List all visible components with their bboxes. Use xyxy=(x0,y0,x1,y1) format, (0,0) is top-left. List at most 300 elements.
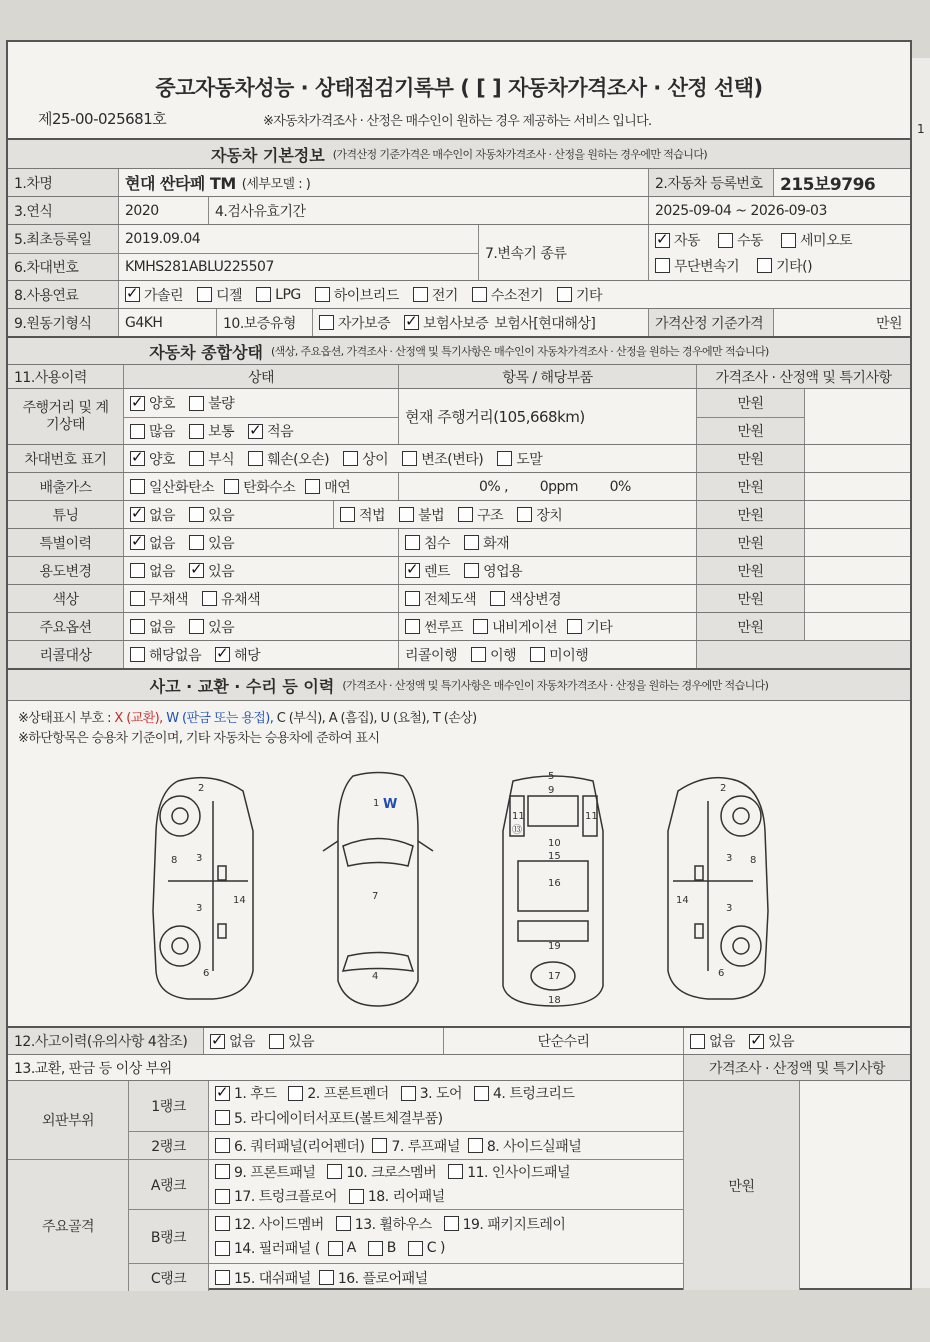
inspect-label: 4.검사유효기간 xyxy=(208,197,648,224)
option-state xyxy=(123,613,398,640)
option-navi-label: 내비게이션 xyxy=(492,619,558,636)
row-use-change xyxy=(8,556,910,584)
radiator-support-label: 5. 라디에이터서포트(볼트체결부품) xyxy=(234,1110,443,1127)
plate-good-label: 양호 xyxy=(149,451,176,468)
document-title: 중고자동차성능 · 상태점검기록부 ( [ ] 자동차가격조사 · 산정 선택) xyxy=(155,76,763,100)
svg-text:14: 14 xyxy=(676,895,689,906)
hood-checkbox[interactable] xyxy=(215,1086,230,1101)
fuel-gasoline-checkbox[interactable] xyxy=(125,287,140,302)
mileage-many-checkbox[interactable] xyxy=(130,424,145,439)
option-none-checkbox[interactable] xyxy=(130,619,145,634)
gas-smoke-label: 매연 xyxy=(324,479,351,496)
tuning-exists-label: 있음 xyxy=(208,507,235,524)
tuning-device-checkbox[interactable] xyxy=(517,507,532,522)
row-gas xyxy=(8,472,910,500)
mileage-label: 주행거리 및 계기상태 xyxy=(8,389,123,444)
svg-text:11: 11 xyxy=(585,811,598,822)
svg-text:3: 3 xyxy=(726,853,733,864)
mileage-unit-2: 만원 xyxy=(696,417,804,444)
color-unit: 만원 xyxy=(696,585,804,612)
simple-repair-options xyxy=(683,1028,910,1054)
trunk-lid-checkbox[interactable] xyxy=(474,1086,489,1101)
mileage-state-2 xyxy=(123,417,398,444)
recall-none-label: 해당없음 xyxy=(149,647,202,664)
fuel-other-checkbox[interactable] xyxy=(557,287,572,302)
tuning-note xyxy=(804,501,910,528)
color-note xyxy=(804,585,910,612)
option-other-label: 기타 xyxy=(586,619,613,636)
row-color xyxy=(8,584,910,612)
status-legend xyxy=(18,707,477,726)
package-tray-label: 19. 패키지트레이 xyxy=(462,1216,566,1233)
exchange-price-label: 가격조사 · 산정액 및 특기사항 xyxy=(683,1055,910,1080)
use-business-label: 영업용 xyxy=(483,563,523,580)
rank2-label: 2랭크 xyxy=(128,1131,208,1159)
recall-applicable-checkbox[interactable] xyxy=(215,647,230,662)
option-items xyxy=(398,613,696,640)
first-reg-value: 2019.09.04 xyxy=(118,225,478,253)
color-repaint-label: 전체도색 xyxy=(424,591,477,608)
warranty-self-checkbox[interactable] xyxy=(319,315,334,330)
accident-none-checkbox[interactable] xyxy=(210,1034,225,1049)
roof-panel-checkbox[interactable] xyxy=(372,1138,387,1153)
gas-unit: 만원 xyxy=(696,473,804,500)
next-page-edge: 1 xyxy=(910,58,930,1288)
svg-text:16: 16 xyxy=(548,878,561,889)
recall-applicable-label: 해당 xyxy=(234,647,261,664)
pillar-a-checkbox[interactable] xyxy=(328,1241,343,1256)
rear-panel-label: 18. 리어패널 xyxy=(367,1189,445,1205)
tuning-state xyxy=(123,501,333,528)
color-achromatic-checkbox[interactable] xyxy=(130,591,145,606)
pillar-a-label: A xyxy=(346,1240,356,1256)
plate-corrosion-label: 부식 xyxy=(208,451,235,468)
inspection-record-sheet xyxy=(6,40,912,1290)
tuning-none-checkbox[interactable] xyxy=(130,507,145,522)
overall-heading-note: (색상, 주요옵션, 가격조사 · 산정액 및 특기사항은 매수인이 자동차가격조사 · 산정을 원하는 경우에만 적습니다) xyxy=(270,345,769,358)
trans-semi-label: 세미오토 xyxy=(800,233,853,249)
tuning-device-label: 장치 xyxy=(536,507,563,524)
pillar-panel-label: 14. 필러패널 ( xyxy=(234,1241,320,1257)
repair-none-checkbox[interactable] xyxy=(690,1034,705,1049)
plate-paint-label: 도말 xyxy=(516,451,543,468)
exchange-table xyxy=(8,1080,683,1290)
svg-text:15: 15 xyxy=(548,851,561,862)
gas-co-checkbox[interactable] xyxy=(130,479,145,494)
mileage-bad-checkbox[interactable] xyxy=(189,396,204,411)
year-value: 2020 xyxy=(118,197,208,224)
price-basis-label: 가격산정 기준가격 xyxy=(648,309,773,336)
warranty-label: 10.보증유형 xyxy=(216,309,312,336)
mileage-value: 현재 주행거리(105,668km) xyxy=(398,389,696,444)
car-right-side-view xyxy=(668,778,768,999)
col-price: 가격조사 · 산정액 및 특기사항 xyxy=(696,365,910,388)
exchange-price-note xyxy=(799,1081,910,1290)
plate-alter-checkbox[interactable] xyxy=(402,451,417,466)
special-fire-label: 화재 xyxy=(483,535,510,552)
row-first-reg-vin xyxy=(8,224,910,280)
gas-note xyxy=(804,473,910,500)
outer-label: 외판부위 xyxy=(8,1081,128,1159)
accident-exists-label: 있음 xyxy=(288,1034,315,1050)
fuel-hydrogen-checkbox[interactable] xyxy=(472,287,487,302)
recall-do-cell xyxy=(398,641,696,668)
accident-diagram-area xyxy=(8,700,910,1026)
side-member-checkbox[interactable] xyxy=(215,1216,230,1231)
svg-text:17: 17 xyxy=(548,971,561,982)
cross-member-label: 10. 크로스멤버 xyxy=(346,1164,437,1181)
document-number: 제25-00-025681호 xyxy=(38,110,167,128)
plate-label: 차대번호 표기 xyxy=(8,445,123,472)
tuning-none-label: 없음 xyxy=(149,507,176,524)
hood-label: 1. 후드 xyxy=(234,1086,277,1102)
trans-auto-checkbox[interactable] xyxy=(655,233,670,248)
warranty-company: 보험사[현대해상] xyxy=(494,315,596,332)
legend-prefix: ※상태표시 부호 : xyxy=(18,711,115,726)
front-panel-label: 9. 프론트패널 xyxy=(234,1164,316,1181)
special-flood-checkbox[interactable] xyxy=(405,535,420,550)
row-car-name xyxy=(8,168,910,196)
use-rent-label: 렌트 xyxy=(424,563,451,580)
car-top-view xyxy=(323,773,433,1007)
wheel-house-checkbox[interactable] xyxy=(336,1216,351,1231)
trunk-floor-label: 17. 트렁크플로어 xyxy=(234,1189,337,1205)
recall-done-checkbox[interactable] xyxy=(471,647,486,662)
row-special xyxy=(8,528,910,556)
tuning-exists-checkbox[interactable] xyxy=(189,507,204,522)
side-sill-checkbox[interactable] xyxy=(468,1138,483,1153)
recall-label: 리콜대상 xyxy=(8,641,123,668)
inside-panel-label: 11. 인사이드패널 xyxy=(467,1164,571,1181)
use-business-checkbox[interactable] xyxy=(464,563,479,578)
reg-no-label: 2.자동차 등록번호 xyxy=(648,169,773,196)
basic-heading-note: (가격산정 기준가격은 매수인이 자동차가격조사 · 산정을 원하는 경우에만 적습니다) xyxy=(332,148,708,161)
tuning-illegal-label: 불법 xyxy=(418,507,445,524)
floor-panel-checkbox[interactable] xyxy=(319,1270,334,1285)
col-item: 항목 / 해당부품 xyxy=(398,365,696,388)
plate-good-checkbox[interactable] xyxy=(130,451,145,466)
rankC-items xyxy=(208,1263,683,1291)
svg-text:6: 6 xyxy=(203,968,210,979)
plate-diff-label: 상이 xyxy=(362,451,389,468)
gas-co-label: 일산화탄소 xyxy=(149,479,215,496)
trans-semi-checkbox[interactable] xyxy=(781,233,796,248)
special-items xyxy=(398,529,696,556)
service-note: ※자동차가격조사 · 산정은 매수인이 원하는 경우 제공하는 서비스 입니다. xyxy=(263,114,652,129)
use-label: 용도변경 xyxy=(8,557,123,584)
accident-heading-note: (가격조사 · 산정액 및 특기사항은 매수인이 자동차가격조사 · 산정을 원하는 경우에만 적습니다) xyxy=(342,679,769,692)
accident-options xyxy=(203,1028,443,1054)
inspect-period: 2025-09-04 ~ 2026-09-03 xyxy=(648,197,910,224)
rankB-items xyxy=(208,1209,683,1263)
row-mileage xyxy=(8,388,910,444)
row-fuel xyxy=(8,280,910,308)
color-items xyxy=(398,585,696,612)
fuel-diesel-label: 디젤 xyxy=(216,287,243,304)
front-panel-checkbox[interactable] xyxy=(215,1164,230,1179)
mileage-normal-label: 보통 xyxy=(208,424,235,440)
fuel-options xyxy=(118,281,910,308)
special-fire-checkbox[interactable] xyxy=(464,535,479,550)
trans-other-checkbox[interactable] xyxy=(757,258,772,273)
mileage-few-checkbox[interactable] xyxy=(248,424,263,439)
row-exchange-header xyxy=(8,1054,910,1080)
car-diagram xyxy=(8,771,910,1021)
trunk-floor-checkbox[interactable] xyxy=(215,1189,230,1204)
fuel-electric-label: 전기 xyxy=(431,287,458,304)
pillar-panel-checkbox[interactable] xyxy=(215,1241,230,1256)
trans-cvt-checkbox[interactable] xyxy=(655,258,670,273)
legend-rest: C (부식), A (흠집), U (요철), T (손상) xyxy=(276,711,477,726)
car-left-side-view xyxy=(153,778,253,999)
trans-other-label: 기타() xyxy=(776,258,813,275)
use-none-checkbox[interactable] xyxy=(130,563,145,578)
radiator-support-checkbox[interactable] xyxy=(215,1110,230,1125)
option-note xyxy=(804,613,910,640)
option-exists-label: 있음 xyxy=(208,619,235,636)
car-frame-view xyxy=(503,771,603,1006)
option-label: 주요옵션 xyxy=(8,613,123,640)
gas-values: 0% , 0ppm 0% xyxy=(398,473,696,500)
side-member-label: 12. 사이드멤버 xyxy=(234,1216,324,1233)
front-fender-label: 2. 프론트펜더 xyxy=(307,1086,389,1102)
use-state xyxy=(123,557,398,584)
rankA-items xyxy=(208,1159,683,1209)
rank1-label: 1랭크 xyxy=(128,1081,208,1131)
svg-text:6: 6 xyxy=(718,968,725,979)
option-exists-checkbox[interactable] xyxy=(189,619,204,634)
mileage-state-1 xyxy=(123,389,398,417)
option-sunroof-label: 썬루프 xyxy=(424,619,464,636)
side-sill-label: 8. 사이드실패널 xyxy=(486,1138,582,1155)
svg-text:10: 10 xyxy=(548,838,561,849)
package-tray-checkbox[interactable] xyxy=(444,1216,459,1231)
svg-text:18: 18 xyxy=(548,995,561,1006)
door-label: 3. 도어 xyxy=(419,1086,463,1102)
exchange-price-area xyxy=(683,1080,910,1290)
recall-do-label: 리콜이행 xyxy=(405,647,458,664)
trans-label: 7.변속기 종류 xyxy=(478,225,648,280)
repair-none-label: 없음 xyxy=(709,1034,736,1050)
plate-diff-checkbox[interactable] xyxy=(343,451,358,466)
row-engine xyxy=(8,308,910,336)
fuel-label: 8.사용연료 xyxy=(8,281,118,308)
color-change-label: 색상변경 xyxy=(509,591,562,608)
accident-none-label: 없음 xyxy=(229,1034,256,1050)
color-repaint-checkbox[interactable] xyxy=(405,591,420,606)
color-chromatic-checkbox[interactable] xyxy=(202,591,217,606)
recall-notdone-checkbox[interactable] xyxy=(530,647,545,662)
svg-text:2: 2 xyxy=(198,783,205,794)
pillar-c-checkbox[interactable] xyxy=(408,1241,423,1256)
special-state xyxy=(123,529,398,556)
accident-heading-text: 사고 · 교환 · 수리 등 이력 xyxy=(149,676,335,696)
plate-note xyxy=(804,445,910,472)
use-exists-label: 있음 xyxy=(208,563,235,580)
color-change-checkbox[interactable] xyxy=(490,591,505,606)
svg-text:3: 3 xyxy=(726,903,733,914)
option-unit: 만원 xyxy=(696,613,804,640)
quarter-panel-label: 6. 쿼터패널(리어펜더) xyxy=(234,1138,365,1155)
accident-heading xyxy=(8,668,910,700)
svg-text:4: 4 xyxy=(372,971,379,982)
tuning-legal-label: 적법 xyxy=(359,507,386,524)
fuel-lpg-label: LPG xyxy=(275,286,301,303)
overall-heading-text: 자동차 종합상태 xyxy=(149,342,263,362)
car-name-cell xyxy=(118,169,648,196)
svg-text:5: 5 xyxy=(548,771,555,782)
standard-note: ※하단항목은 승용차 기준이며, 기타 자동차는 승용차에 준하여 표시 xyxy=(18,731,380,746)
svg-text:1: 1 xyxy=(373,798,380,809)
exchange-price-unit: 만원 xyxy=(683,1081,799,1290)
use-rent-checkbox[interactable] xyxy=(405,563,420,578)
fuel-diesel-checkbox[interactable] xyxy=(197,287,212,302)
trans-manual-checkbox[interactable] xyxy=(718,233,733,248)
svg-text:14: 14 xyxy=(233,895,246,906)
mileage-unit-1: 만원 xyxy=(696,389,804,417)
option-navi-checkbox[interactable] xyxy=(473,619,488,634)
mileage-note xyxy=(804,389,910,444)
rankB-label: B랭크 xyxy=(128,1209,208,1263)
repair-exists-checkbox[interactable] xyxy=(749,1034,764,1049)
rankC-label: C랭크 xyxy=(128,1263,208,1291)
pillar-c-label: C ) xyxy=(426,1240,445,1256)
option-sunroof-checkbox[interactable] xyxy=(405,619,420,634)
tuning-label: 튜닝 xyxy=(8,501,123,528)
tuning-structure-label: 구조 xyxy=(477,507,504,524)
warranty-self-label: 자가보증 xyxy=(338,315,391,332)
fuel-electric-checkbox[interactable] xyxy=(413,287,428,302)
reg-no-value: 215보9796 xyxy=(773,169,910,196)
sub-model: (세부모델 : ) xyxy=(241,177,311,192)
gas-hc-label: 탄화수소 xyxy=(243,479,296,496)
vin-label: 6.차대번호 xyxy=(8,253,118,280)
recall-notdone-label: 미이행 xyxy=(549,647,589,664)
warranty-ins-checkbox[interactable] xyxy=(404,315,419,330)
exchange-label: 13.교환, 판금 등 이상 부위 xyxy=(14,1060,172,1077)
door-checkbox[interactable] xyxy=(401,1086,416,1101)
simple-repair-label: 단순수리 xyxy=(443,1028,683,1054)
gas-hc-checkbox[interactable] xyxy=(224,479,239,494)
legend-x: X (교환), xyxy=(114,711,167,726)
recall-price-cell xyxy=(696,641,910,668)
special-none-checkbox[interactable] xyxy=(130,535,145,550)
roof-panel-label: 7. 루프패널 xyxy=(391,1138,460,1155)
svg-text:19: 19 xyxy=(548,941,561,952)
accident-label: 12.사고이력(유의사항 4참조) xyxy=(8,1028,203,1054)
repair-exists-label: 있음 xyxy=(768,1034,795,1050)
special-flood-label: 침수 xyxy=(424,535,451,552)
special-unit: 만원 xyxy=(696,529,804,556)
tuning-illegal-checkbox[interactable] xyxy=(399,507,414,522)
plate-damage-checkbox[interactable] xyxy=(248,451,263,466)
special-note xyxy=(804,529,910,556)
warranty-ins-label: 보험사보증 xyxy=(423,315,489,332)
fuel-hybrid-label: 하이브리드 xyxy=(333,287,399,304)
tuning-items xyxy=(333,501,696,528)
trunk-lid-label: 4. 트렁크리드 xyxy=(493,1086,575,1102)
pillar-b-checkbox[interactable] xyxy=(368,1241,383,1256)
col-history: 11.사용이력 xyxy=(14,369,87,386)
legend-w: W (판금 또는 용접), xyxy=(166,711,277,726)
gas-smoke-checkbox[interactable] xyxy=(305,479,320,494)
color-label: 색상 xyxy=(8,585,123,612)
fuel-gasoline-label: 가솔린 xyxy=(144,287,184,304)
car-name-value: 현대 싼타페 TM xyxy=(125,174,236,193)
row-recall xyxy=(8,640,910,668)
mileage-few-label: 적음 xyxy=(267,424,294,440)
recall-state xyxy=(123,641,398,668)
svg-text:9: 9 xyxy=(548,785,555,796)
front-fender-checkbox[interactable] xyxy=(288,1086,303,1101)
pillar-b-label: B xyxy=(386,1240,396,1256)
fuel-hydrogen-label: 수소전기 xyxy=(490,287,544,304)
plate-paint-checkbox[interactable] xyxy=(497,451,512,466)
special-exists-checkbox[interactable] xyxy=(189,535,204,550)
dash-panel-label: 15. 대쉬패널 xyxy=(234,1270,311,1287)
recall-none-checkbox[interactable] xyxy=(130,647,145,662)
svg-text:8: 8 xyxy=(750,855,757,866)
use-note xyxy=(804,557,910,584)
svg-text:2: 2 xyxy=(720,783,727,794)
accident-exists-checkbox[interactable] xyxy=(269,1034,284,1049)
fuel-lpg-checkbox[interactable] xyxy=(256,287,271,302)
option-other-checkbox[interactable] xyxy=(567,619,582,634)
special-none-label: 없음 xyxy=(149,535,176,552)
inside-panel-checkbox[interactable] xyxy=(448,1164,463,1179)
fuel-hybrid-checkbox[interactable] xyxy=(315,287,330,302)
tuning-unit: 만원 xyxy=(696,501,804,528)
color-achromatic-label: 무채색 xyxy=(149,591,189,608)
mileage-normal-checkbox[interactable] xyxy=(189,424,204,439)
svg-text:3: 3 xyxy=(196,903,203,914)
dash-panel-checkbox[interactable] xyxy=(215,1270,230,1285)
svg-text:11: 11 xyxy=(512,811,525,822)
trans-options xyxy=(648,225,910,280)
car-name-label: 1.차명 xyxy=(8,169,118,196)
floor-panel-label: 16. 플로어패널 xyxy=(337,1270,428,1287)
plate-corrosion-checkbox[interactable] xyxy=(189,451,204,466)
color-state xyxy=(123,585,398,612)
tuning-legal-checkbox[interactable] xyxy=(340,507,355,522)
rear-panel-checkbox[interactable] xyxy=(349,1189,364,1204)
vin-value: KMHS281ABLU225507 xyxy=(118,253,478,280)
cross-member-checkbox[interactable] xyxy=(327,1164,342,1179)
engine-label: 9.원동기형식 xyxy=(8,309,118,336)
basic-info-heading xyxy=(8,138,910,168)
use-exists-checkbox[interactable] xyxy=(189,563,204,578)
trans-auto-label: 자동 xyxy=(674,233,701,249)
engine-value: G4KH xyxy=(118,309,216,336)
trans-cvt-label: 무단변속기 xyxy=(674,258,740,275)
trans-manual-label: 수동 xyxy=(737,233,764,249)
quarter-panel-checkbox[interactable] xyxy=(215,1138,230,1153)
overall-heading xyxy=(8,336,910,364)
color-chromatic-label: 유채색 xyxy=(221,591,261,608)
overall-column-header xyxy=(8,364,910,388)
option-none-label: 없음 xyxy=(149,619,176,636)
plate-alter-label: 변조(변타) xyxy=(421,451,484,468)
use-items xyxy=(398,557,696,584)
row-accident-history xyxy=(8,1026,910,1054)
tuning-structure-checkbox[interactable] xyxy=(458,507,473,522)
plate-unit: 만원 xyxy=(696,445,804,472)
mileage-good-checkbox[interactable] xyxy=(130,396,145,411)
plate-damage-label: 훼손(오손) xyxy=(267,451,330,468)
hood-w-mark: W xyxy=(383,797,398,812)
use-none-label: 없음 xyxy=(149,563,176,580)
plate-options xyxy=(123,445,696,472)
